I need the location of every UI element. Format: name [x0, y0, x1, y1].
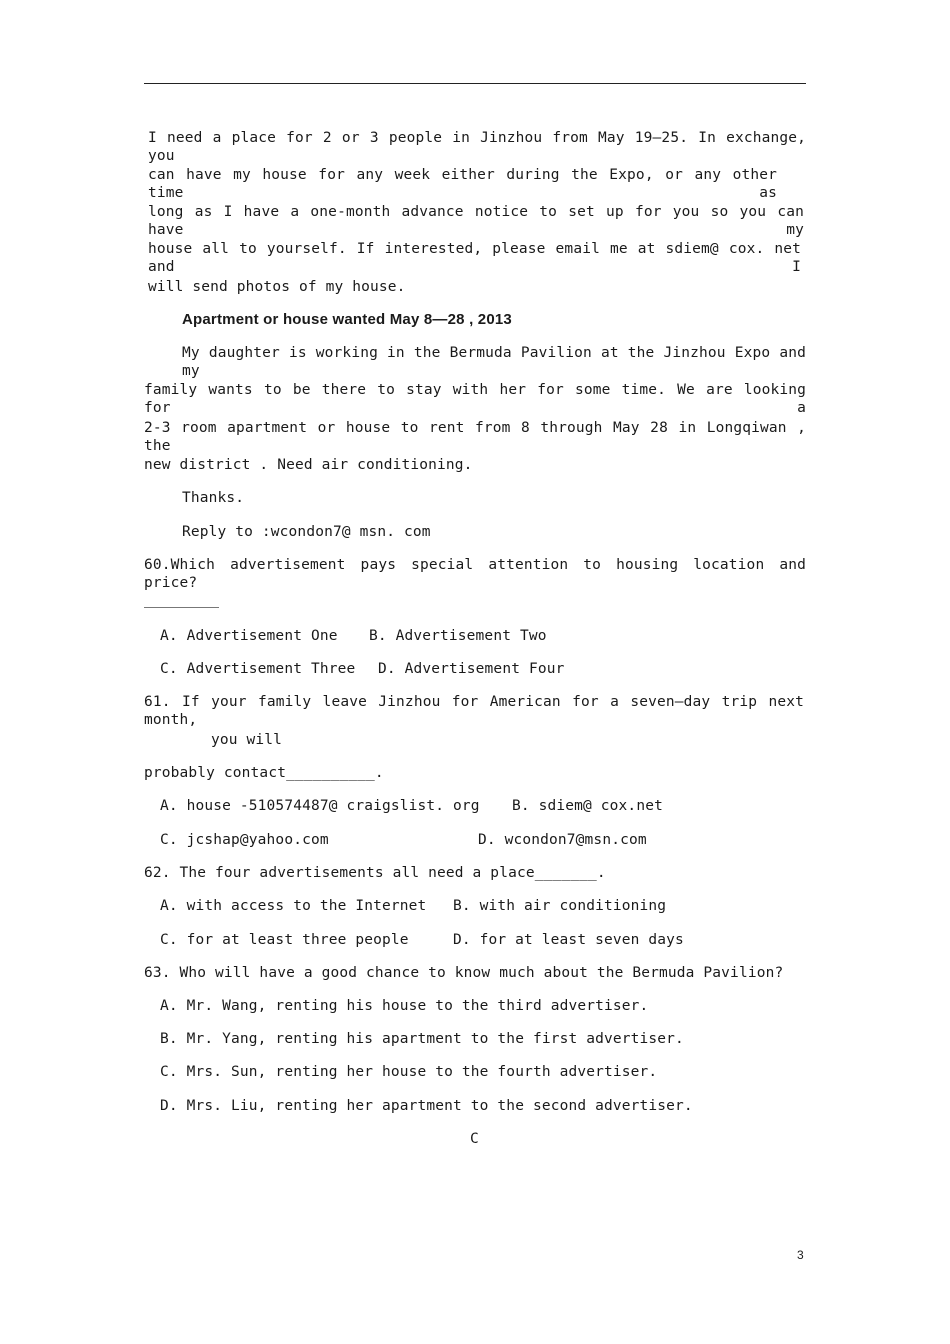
q62-option-d: D. for at least seven days [453, 932, 684, 948]
page-number: 3 [797, 1248, 804, 1262]
header-rule [144, 83, 806, 84]
q60-option-b: B. Advertisement Two [369, 628, 547, 644]
q62-option-b: B. with air conditioning [453, 898, 667, 914]
q61-option-c: C. jcshap@yahoo.com [160, 832, 329, 848]
q63-option-c: C. Mrs. Sun, renting her house to the fourth advertiser. [160, 1064, 658, 1080]
q63-option-a: A. Mr. Wang, renting his house to the third advertiser. [160, 998, 649, 1014]
q61-stem-cont: you will [211, 732, 283, 748]
q61-option-d: D. wcondon7@msn.com [478, 832, 647, 848]
ad4-line-3: 2-3 room apartment or house to rent from 8 through May 28 in Longqiwan , the [144, 420, 806, 454]
q63-option-d: D. Mrs. Liu, renting her apartment to the second advertiser. [160, 1098, 693, 1114]
q60-stem: 60.Which advertisement pays special attention to housing location and price? [144, 557, 806, 591]
q60-option-c: C. Advertisement Three [160, 661, 356, 677]
ad4-line-2: family wants to be there to stay with her for some time. We are looking for a [144, 382, 806, 416]
q62-option-a: A. with access to the Internet [160, 898, 427, 914]
q61-option-b: B. sdiem@ cox.net [512, 798, 663, 814]
q60-option-d: D. Advertisement Four [378, 661, 565, 677]
q63-option-b: B. Mr. Yang, renting his apartment to the first advertiser. [160, 1031, 684, 1047]
ad4-line-1: My daughter is working in the Bermuda Pavilion at the Jinzhou Expo and my [182, 345, 806, 379]
ad4-reply: Reply to :wcondon7@ msn. com [182, 524, 431, 540]
q61-stem-end: probably contact__________. [144, 765, 384, 781]
q61-option-a: A. house -510574487@ craigslist. org [160, 798, 480, 814]
q62-option-c: C. for at least three people [160, 932, 409, 948]
ad3-line-2: can have my house for any week either during the Expo, or any other time as [148, 167, 777, 201]
q60-answer-blank [144, 607, 219, 608]
ad3-line-3: long as I have a one-month advance notice to set up for you so you can have my [148, 204, 804, 238]
q61-stem: 61. If your family leave Jinzhou for American for a seven—day trip next month, [144, 694, 804, 728]
q62-stem: 62. The four advertisements all need a place_______. [144, 865, 606, 881]
q60-option-a: A. Advertisement One [160, 628, 338, 644]
ad4-title: Apartment or house wanted May 8—28 , 2013 [182, 311, 512, 328]
q63-stem: 63. Who will have a good chance to know much about the Bermuda Pavilion? [144, 965, 784, 981]
ad4-line-4: new district . Need air conditioning. [144, 457, 473, 473]
ad3-line-1: I need a place for 2 or 3 people in Jinzhou from May 19—25. In exchange, you [148, 130, 806, 164]
ad4-thanks: Thanks. [182, 490, 245, 506]
section-letter: C [470, 1131, 479, 1147]
ad3-line-4: house all to yourself. If interested, please email me at sdiem@ cox. net and I [148, 241, 801, 275]
ad3-line-5: will send photos of my house. [148, 279, 406, 295]
